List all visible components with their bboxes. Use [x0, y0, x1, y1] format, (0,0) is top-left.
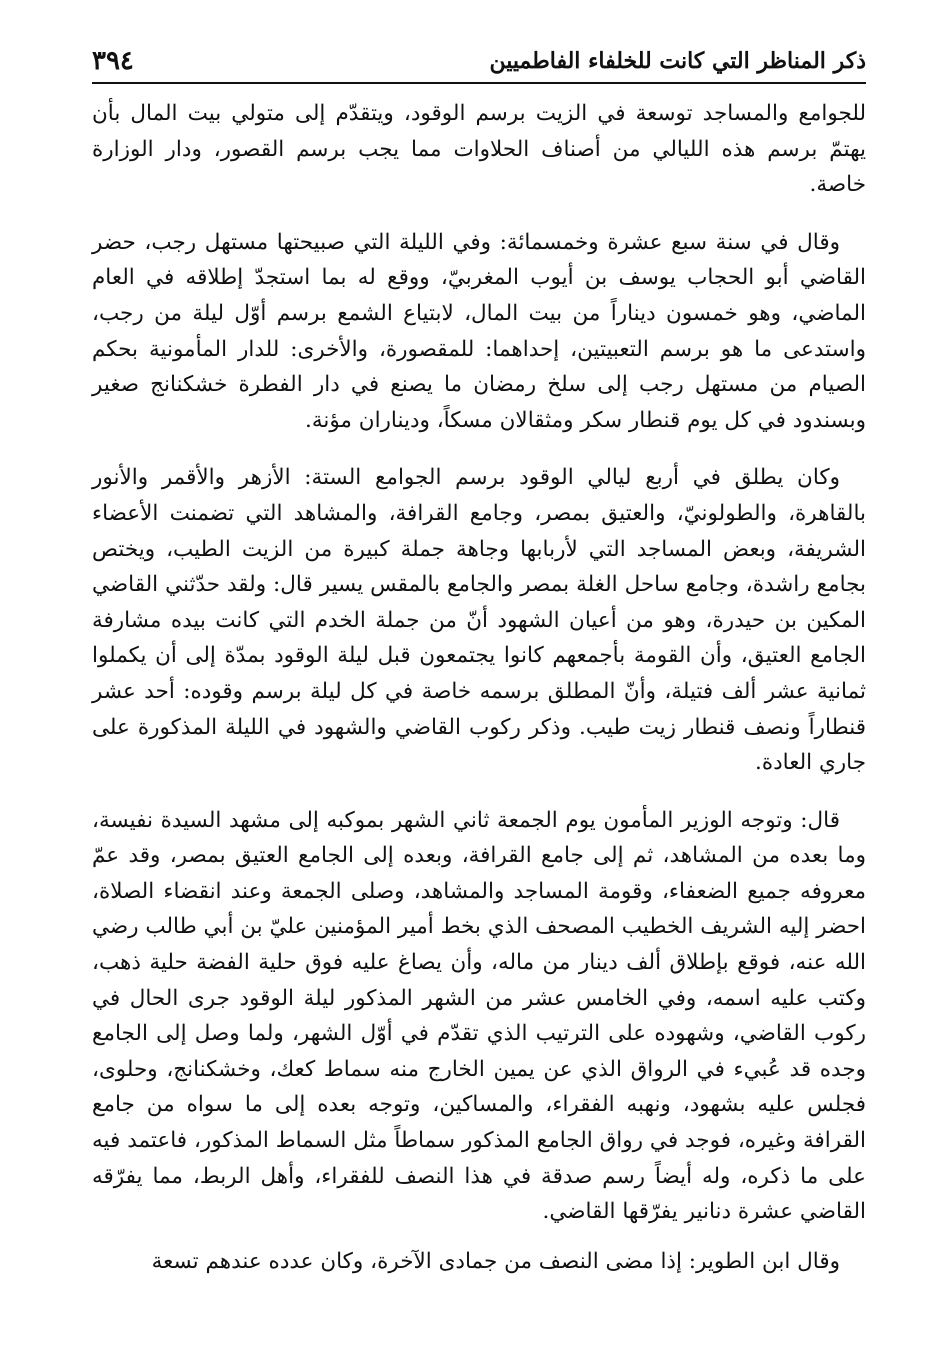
page-header [92, 34, 866, 84]
paragraph-3: وكان يطلق في أربع ليالي الوقود برسم الجوامع الستة: الأزهر والأقمر والأنور بالقاهرة، والطولونيّ، والعتيق بمصر، وجامع القرافة، والمشاهد التي تضمنت الأعضاء الشريفة، وبعض المساجد التي لأربابها وجاهة جملة كبيرة من الزيت الطيب، ويختص بجامع راشدة، وجامع ساحل الغلة بمصر والجامع بالمقس يسير قال: ولقد حدّثني القاضي المكين بن حيدرة، وهو من أعيان الشهود أنّ من جملة الخدم التي كانت بيده مشارفة الجامع العتيق، وأن القومة بأجمعهم كانوا يجتمعون قبل ليلة الوقود بمدّة إلى أن يكملوا ثمانية عشر ألف فتيلة، وأنّ المطلق برسمه خاصة في كل ليلة برسم وقوده: أحد عشر قنطاراً ونصف قنطار زيت طيب. وذكر ركوب القاضي والشهود في الليلة المذكورة على جاري العادة. [92, 465, 866, 776]
paragraph-5: وقال ابن الطوير: إذا مضى النصف من جمادى الآخرة، وكان عدده عندهم تسعة [151, 1248, 840, 1274]
running-title: ذكر المناظر التي كانت للخلفاء الفاطميين [489, 48, 866, 74]
page-number: ٣٩٤ [92, 46, 134, 76]
page-body [92, 96, 866, 1279]
paragraph-1: للجوامع والمساجد توسعة في الزيت برسم الوقود، ويتقدّم إلى متولي بيت المال بأن يهتمّ برسم هذه الليالي من أصناف الحلاوات مما يجب برسم القصور، ودار الوزارة خاصة. [92, 101, 866, 198]
paragraph-2: وقال في سنة سبع عشرة وخمسمائة: وفي الليلة التي صبيحتها مستهل رجب، حضر القاضي أبو الحجاب يوسف بن أيوب المغربيّ، ووقع له بما استجدّ إطلاقه في العام الماضي، وهو خمسون ديناراً من بيت المال، لابتياع الشمع برسم أوّل ليلة من رجب، واستدعى ما هو برسم التعبيتين، إحداهما: للمقصورة، والأخرى: للدار المأمونية بحكم الصيام من مستهل رجب إلى سلخ رمضان ما يصنع في دار الفطرة خشكنانج صغير وبسندود في كل يوم قنطار سكر ومثقالان مسكاً، وديناران مؤنة. [92, 229, 866, 433]
paragraph-4: قال: وتوجه الوزير المأمون يوم الجمعة ثاني الشهر بموكبه إلى مشهد السيدة نفيسة، وما بعده من المشاهد، ثم إلى جامع القرافة، وبعده إلى الجامع العتيق بمصر، وقد عمّ معروفه جميع الضعفاء، وقومة المساجد والمشاهد، وصلى الجمعة وعند انقضاء الصلاة، احضر إليه الشريف الخطيب المصحف الذي بخط أمير المؤمنين عليّ بن أبي طالب رضي الله عنه، فوقع بإطلاق ألف دينار من ماله، وأن يصاغ عليه فوق حلية الفضة حلية ذهب، وكتب عليه اسمه، وفي الخامس عشر من الشهر المذكور ليلة الوقود جرى الحال في ركوب القاضي، وشهوده على الترتيب الذي تقدّم في أوّل الشهر، ولما وصل إلى الجامع وجده قد عُبيء في الرواق الذي عن يمين الخارج منه سماط كعك، وخشكنانج، وحلوى، فجلس عليه بشهود، ونهبه الفقراء، والمساكين، وتوجه بعده إلى ما سواه من جامع القرافة وغيره، فوجد في رواق الجامع المذكور سماطاً مثل السماط المذكور، فاعتمد فيه على ما ذكره، وله أيضاً رسم صدقة في هذا النصف للفقراء، وأهل الربط، مما يفرّقه القاضي عشرة دنانير يفرّقها القاضي. [92, 807, 866, 1225]
